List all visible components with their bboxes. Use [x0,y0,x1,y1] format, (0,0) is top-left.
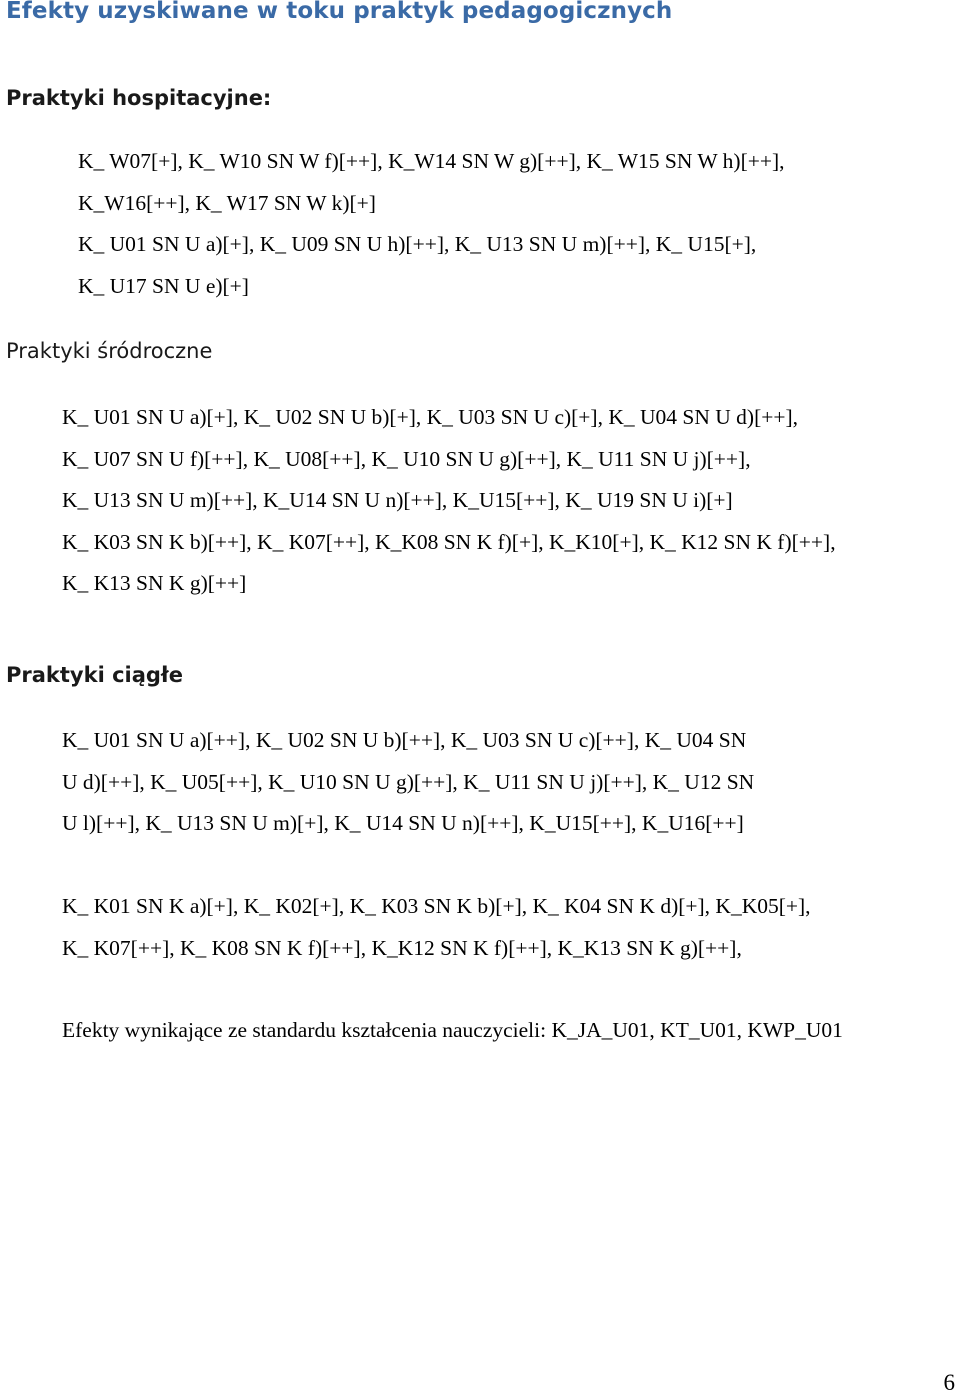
hospitacyjne-line-4: K_ U17 SN U e)[+] [78,274,249,298]
section-heading-srodroczne: Praktyki śródroczne [6,339,213,363]
page-title: Efekty uzyskiwane w toku praktyk pedagogicznych [6,0,673,24]
srodroczne-line-5: K_ K13 SN K g)[++] [62,571,247,595]
ciagle-line-5: K_ K07[++], K_ K08 SN K f)[++], K_K12 SN K f)[++], K_K13 SN K g)[++], [62,936,742,960]
section-heading-ciagle: Praktyki ciągłe [6,663,183,687]
srodroczne-line-1: K_ U01 SN U a)[+], K_ U02 SN U b)[+], K_ U03 SN U c)[+], K_ U04 SN U d)[++], [62,405,799,429]
hospitacyjne-line-2: K_W16[++], K_ W17 SN W k)[+] [78,191,376,215]
page-number: 6 [943,1370,955,1395]
ciagle-line-3: U l)[++], K_ U13 SN U m)[+], K_ U14 SN U n)[++], K_U15[++], K_U16[++] [62,811,744,835]
hospitacyjne-line-1: K_ W07[+], K_ W10 SN W f)[++], K_W14 SN W g)[++], K_ W15 SN W h)[++], [78,149,785,173]
section-heading-hospitacyjne: Praktyki hospitacyjne: [6,86,272,110]
standard-efekty-line: Efekty wynikające ze standardu kształcenia nauczycieli: K_JA_U01, KT_U01, KWP_U01 [62,1018,843,1042]
ciagle-line-2: U d)[++], K_ U05[++], K_ U10 SN U g)[++], K_ U11 SN U j)[++], K_ U12 SN [62,770,755,794]
ciagle-line-1: K_ U01 SN U a)[++], K_ U02 SN U b)[++], K_ U03 SN U c)[++], K_ U04 SN [62,728,747,752]
srodroczne-line-4: K_ K03 SN K b)[++], K_ K07[++], K_K08 SN K f)[+], K_K10[+], K_ K12 SN K f)[++], [62,530,836,554]
ciagle-line-4: K_ K01 SN K a)[+], K_ K02[+], K_ K03 SN K b)[+], K_ K04 SN K d)[+], K_K05[+], [62,894,811,918]
srodroczne-line-3: K_ U13 SN U m)[++], K_U14 SN U n)[++], K_U15[++], K_ U19 SN U i)[+] [62,488,733,512]
srodroczne-line-2: K_ U07 SN U f)[++], K_ U08[++], K_ U10 SN U g)[++], K_ U11 SN U j)[++], [62,447,751,471]
hospitacyjne-line-3: K_ U01 SN U a)[+], K_ U09 SN U h)[++], K_ U13 SN U m)[++], K_ U15[+], [78,232,757,256]
